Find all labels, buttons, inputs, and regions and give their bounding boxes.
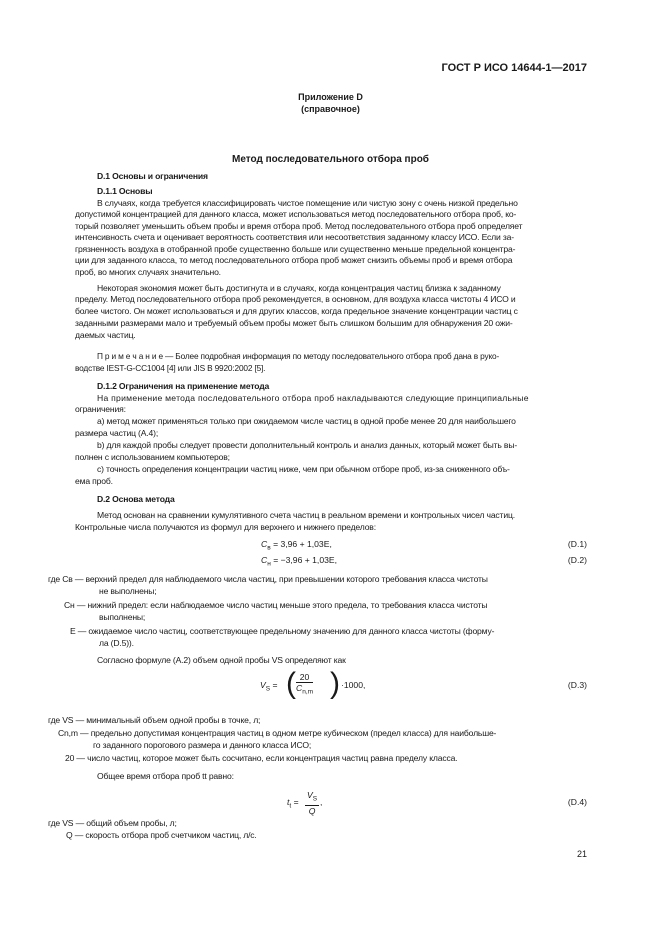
symbol-subscript: S (265, 685, 271, 693)
heading-d12: D.1.2 Ограничения на применение метода (97, 381, 270, 391)
appendix-subtitle: (справочное) (301, 104, 360, 114)
paragraph-line: торый позволяет уменьшить объем пробы и время отбора проб. Метод последовательного отбора проб определяет (75, 221, 523, 231)
fraction (305, 790, 319, 817)
paragraph-line: заданными размерами мало и требуемый объем пробы может быть слишком большим для обнаружения 20 ожи- (75, 318, 513, 328)
where-line: не выполнены; (99, 586, 157, 596)
heading-d11: D.1.1 Основы (97, 186, 153, 196)
equation-number: (D.4) (567, 797, 587, 807)
paren-right: ) (330, 667, 340, 700)
paragraph-line: В случаях, когда требуется классифицировать чистое помещение или чистую зону с очень низкой предельно (97, 198, 518, 208)
list-item-a: а) метод может применяться только при ожидаемом числе частиц в одной пробе менее 20 для наибольшего (97, 416, 516, 426)
section-title: Метод последовательного отбора проб (232, 154, 429, 165)
paragraph-line: Некоторая экономия может быть достигнута и в случаях, когда концентрация частиц близка к заданному (97, 283, 501, 293)
equation-rhs: = −3,96 + 1,03E, (273, 555, 337, 565)
paragraph-line: пределу. Метод последовательного отбора проб рекомендуется, в основном, для воздуха класса чистоты 4 ИСО и (75, 294, 516, 304)
equation-d3-rhs: ·1000, (341, 680, 366, 690)
where-line: Cн — нижний предел: если наблюдаемое число частиц меньше этого предела, то требования класса чистоты (64, 600, 488, 610)
equation-rhs: = 3,96 + 1,03E, (273, 539, 332, 549)
appendix-title: Приложение D (298, 92, 363, 102)
heading-d1: D.1 Основы и ограничения (97, 171, 208, 181)
where-line: где VS — общий объем пробы, л; (48, 818, 177, 828)
paragraph-line: грязненность воздуха в отобранной пробе существенно больше или существенно меньше предельной концентра- (75, 244, 516, 254)
symbol-q: Q (308, 805, 316, 816)
where-line: где VS — минимальный объем одной пробы в точке, л; (48, 715, 261, 725)
equation-d1 (261, 539, 332, 554)
equation-number: (D.2) (567, 555, 587, 565)
equation-d3-lhs: $V_S$ = (260, 680, 278, 693)
paragraph-line: ции для заданного класса, то метод последовательного отбора проб может снизить объемы проб и время отбора (75, 255, 513, 265)
note-line: водстве IEST-G-CC1004 [4] или JIS B 9920:2002 [5]. (75, 363, 266, 373)
paren-left: ( (286, 667, 296, 700)
where-line: Cn,m — предельно допустимая концентрация частиц в одном метре кубическом (предел класса) для наибольше- (58, 728, 497, 738)
paragraph-line: даемых частиц. (75, 330, 136, 340)
paragraph-line: На применение метода последовательного отбора проб накладываются следующие принципиальные (97, 393, 529, 403)
paragraph-line: интенсивность счета и оценивает вероятность соответствия или несоответствия заданному классу ИСО. Если за- (75, 232, 514, 242)
fraction-denominator (305, 806, 319, 817)
paragraph-line: Контрольные числа получаются из формул для верхнего и нижнего пределов: (75, 522, 376, 532)
symbol-v: V (307, 790, 313, 800)
equation-number: (D.3) (567, 680, 587, 690)
where-line: го заданного порогового размера и данного класса ИСО; (93, 740, 312, 750)
equation-d4-lhs: $t_t$ = (287, 797, 299, 810)
symbol-c: C (261, 539, 268, 549)
paragraph-line: полнен с использованием компьютеров; (75, 452, 230, 462)
where-line: ла (D.5)). (99, 638, 134, 648)
heading-d2: D.2 Основа метода (97, 494, 175, 504)
fraction (296, 672, 313, 698)
where-line: где Cв — верхний предел для наблюдаемого числа частиц, при превышении которого требования класса чистоты (48, 574, 488, 584)
symbol-c: C (261, 555, 268, 565)
fraction-denominator (296, 683, 313, 698)
list-item-c: c) точность определения концентрации частиц ниже, чем при обычном отборе проб, из-за сниженного объ- (97, 464, 510, 474)
symbol-c: C (296, 683, 303, 693)
page-number: 21 (576, 849, 587, 859)
equation-comma: , (320, 797, 323, 807)
symbol-subscript: t (289, 802, 292, 810)
symbol-subscript: n,m (302, 688, 314, 696)
where-line: Q — скорость отбора проб счетчиком частиц, л/с. (66, 830, 257, 840)
equation-number: (D.1) (567, 539, 587, 549)
fraction-numerator (305, 790, 319, 806)
standard-header: ГОСТ Р ИСО 14644-1—2017 (441, 62, 587, 74)
symbol-subscript: в (267, 544, 271, 552)
symbol-t: t (287, 797, 290, 807)
paragraph-line: ограничения: (75, 404, 126, 414)
list-item-b: b) для каждой пробы следует провести дополнительный контроль и анализ данных, который может быть вы- (97, 440, 518, 450)
paragraph-line: Общее время отбора проб tt равно: (97, 771, 234, 781)
where-line: выполнены; (99, 612, 146, 622)
where-line: 20 — число частиц, которое может быть сосчитано, если концентрация частиц равна пределу класса. (65, 753, 458, 763)
paragraph-line: проб, во многих случаях значительно. (75, 267, 221, 277)
symbol-v: V (260, 680, 266, 690)
symbol-subscript: S (312, 795, 318, 803)
symbol-subscript: н (267, 560, 271, 568)
paragraph-line: более чистого. Он может использоваться и для других классов, когда предельное значение концентрации частиц с (75, 306, 518, 316)
note-line: П р и м е ч а н и е — Более подробная информация по методу последовательного отбора проб дана в руко- (97, 351, 500, 361)
paragraph-line: допустимой концентрацией для данного класса, может использоваться метод последовательного отбора проб, ко- (75, 209, 517, 219)
paragraph-line: ема проб. (75, 476, 113, 486)
where-line: E — ожидаемое число частиц, соответствующее предельному значению для данного класса чистоты (форму- (70, 626, 495, 636)
paragraph-line: Метод основан на сравнении кумулятивного счета частиц в реальном времени и контрольных чисел частиц. (97, 510, 515, 520)
fraction-numerator: 20 (296, 672, 313, 683)
equation-d2 (261, 555, 337, 570)
paragraph-line: размера частиц (А.4); (75, 428, 159, 438)
paragraph-line: Согласно формуле (А.2) объем одной пробы VS определяют как (97, 655, 346, 665)
